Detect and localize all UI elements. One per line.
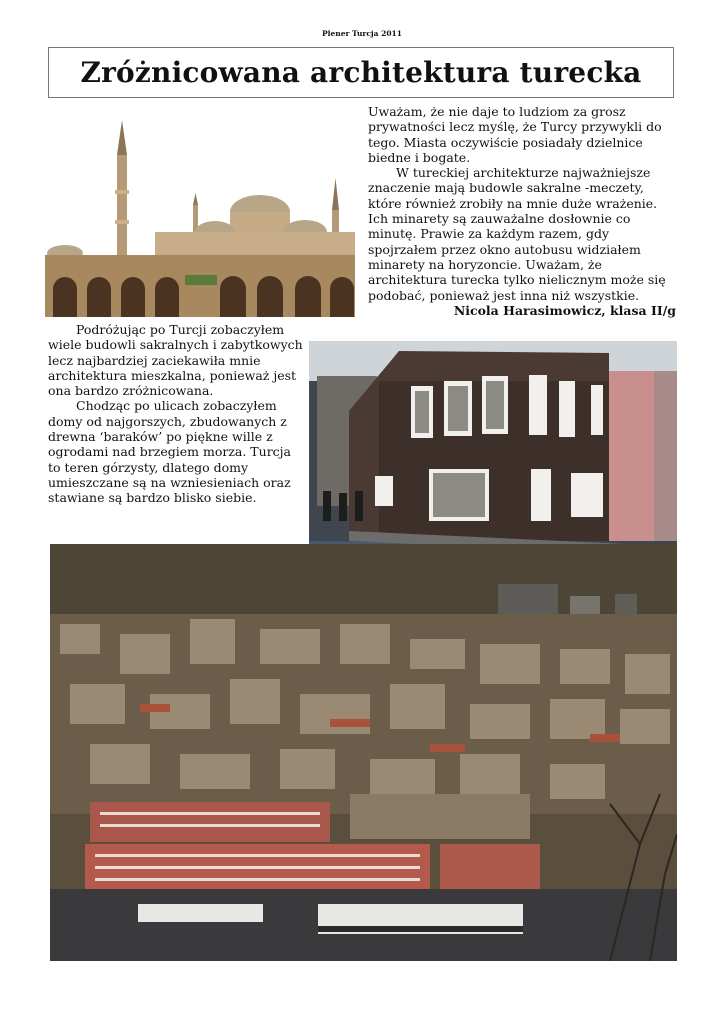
istanbul-panorama-photo xyxy=(50,544,677,961)
left-column-text xyxy=(48,322,306,506)
mosque-photo xyxy=(45,115,355,317)
title-box xyxy=(48,47,674,98)
page-title: Zróżnicowana architektura turecka xyxy=(80,56,642,89)
right-column-text xyxy=(368,104,676,318)
paragraph: Chodząc po ulicach zobaczyłem domy od najgorszych, zbudowanych z drewna ‘baraków’ po piękne wille z ogrodami nad brzegiem morza. Turcja to teren górzysty, dlatego domy umieszczane są na wzniesieniach oraz stawiane są bardzo blisko siebie. xyxy=(48,398,291,506)
paragraph: W tureckiej architekturze najważniejsze znaczenie mają budowle sakralne -meczety, które również zrobiły na mnie duże wrażenie. Ich minarety są zauważalne dosłownie co minutę. Prawie za każdym razem, gdy spojrzałem przez okno autobusu widziałem minarety na horyzoncie. Uważam, że architektura turecka tylko nielicznym może się podobać, ponieważ jest inna niż wszystkie. xyxy=(368,165,666,303)
paragraph: Uważam, że nie daje to ludziom za grosz prywatności lecz myślę, że Turcy przywykli do tego. Miasta oczywiście posiadały dzielnice biedne i bogate. xyxy=(368,104,662,165)
page-header: Plener Turcja 2011 xyxy=(322,29,402,38)
paragraph: Podróżując po Turcji zobaczyłem wiele budowli sakralnych i zabytkowych lecz najbardziej zaciekawiła mnie architektura mieszkalna, ponieważ jest ona bardzo zróżnicowana. xyxy=(48,322,303,399)
author-signature: Nicola Harasimowicz, klasa II/g xyxy=(453,302,676,318)
